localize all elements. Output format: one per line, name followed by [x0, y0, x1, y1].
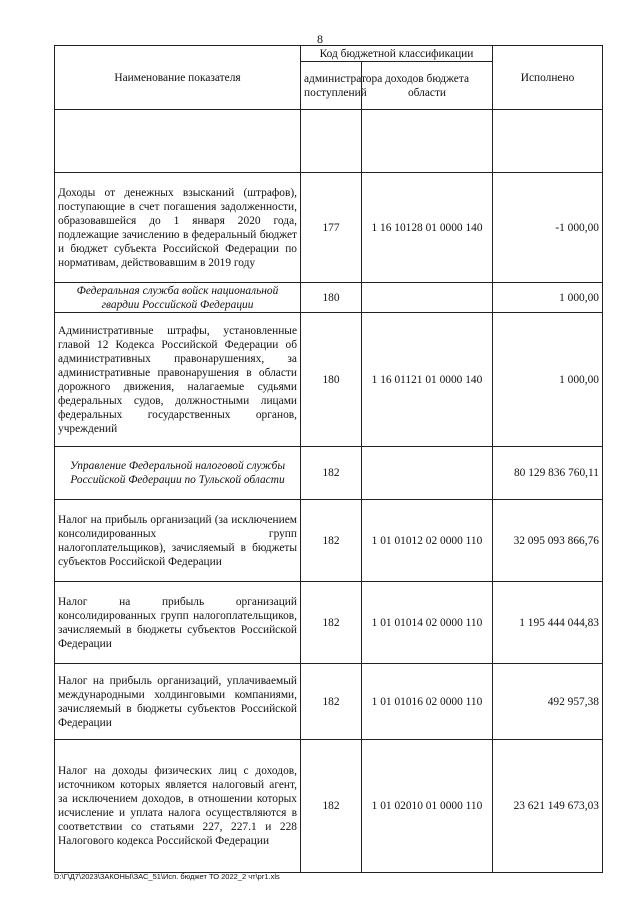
row-amount: 492 957,38	[493, 664, 603, 740]
header-code: Код бюджетной классификации	[301, 46, 493, 62]
page-number: 8	[317, 32, 323, 46]
row-name: Налог на прибыль организаций, уплачиваемый международными холдинговыми компаниями, зачисляемый в бюджеты субъектов Российской Федерации	[55, 664, 301, 740]
row-income: 1 01 01012 02 0000 110	[362, 500, 493, 582]
row-name: Доходы от денежных взысканий (штрафов), поступающие в счет погашения задолженности, образовавшейся до 1 января 2020 года, подлежащие зачислению в федеральный бюджет и бюджет субъекта Российской Федерации по нормативам, действовавшим в 2019 году	[55, 173, 301, 283]
table-row	[55, 173, 603, 283]
row-admin: 180	[301, 313, 362, 447]
header-name: Наименование показателя	[55, 46, 301, 110]
table-row	[55, 313, 603, 447]
row-name: Административные штрафы, установленные главой 12 Кодекса Российской Федерации об административных правонарушениях, за административные правонарушения в области дорожного движения, налагаемые судьями федеральных судов, должностными лицами федеральных государственных органов, учреждений	[55, 313, 301, 447]
row-name: Федеральная служба войск национальной гвардии Российской Федерации	[55, 283, 301, 313]
row-income: 1 16 01121 01 0000 140	[362, 313, 493, 447]
row-income: 1 01 01014 02 0000 110	[362, 582, 493, 664]
row-name: Налог на доходы физических лиц с доходов, источником которых является налоговый агент, за исключением доходов, в отношении которых исчисление и уплата налога осуществляются в соответствии со статьями 227, 227.1 и 228 Налогового кодекса Российской Федерации	[55, 740, 301, 873]
row-name: Управление Федеральной налоговой службы Российской Федерации по Тульской области	[55, 447, 301, 500]
row-admin: 182	[301, 740, 362, 873]
row-amount: 80 129 836 760,11	[493, 447, 603, 500]
table-row	[55, 447, 603, 500]
header-admin: администратора поступлений	[301, 62, 362, 110]
row-amount: 1 000,00	[493, 283, 603, 313]
row-admin: 182	[301, 582, 362, 664]
row-amount: 1 000,00	[493, 313, 603, 447]
header-income: доходов бюджета области	[362, 62, 493, 110]
row-income	[362, 283, 493, 313]
row-amount: 1 195 444 044,83	[493, 582, 603, 664]
row-admin: 182	[301, 447, 362, 500]
row-admin: 180	[301, 283, 362, 313]
row-amount: -1 000,00	[493, 173, 603, 283]
row-amount: 23 621 149 673,03	[493, 740, 603, 873]
file-path-footer: D:\Г\Д7\2023\ЗАКОНЫ\ЗАС_51\Исп. бюджет ТО 2022_2 чт\pr1.xls	[54, 872, 280, 881]
table-row	[55, 582, 603, 664]
row-name: Налог на прибыль организаций (за исключением консолидированных групп налогоплательщиков), зачисляемый в бюджеты субъектов Российской Федерации	[55, 500, 301, 582]
row-income: 1 16 10128 01 0000 140	[362, 173, 493, 283]
row-income: 1 01 01016 02 0000 110	[362, 664, 493, 740]
table-row	[55, 664, 603, 740]
row-admin: 182	[301, 664, 362, 740]
row-income: 1 01 02010 01 0000 110	[362, 740, 493, 873]
row-admin: 177	[301, 173, 362, 283]
budget-execution-table	[54, 45, 603, 873]
table-row	[55, 283, 603, 313]
row-amount: 32 095 093 866,76	[493, 500, 603, 582]
row-name: Налог на прибыль организаций консолидированных групп налогоплательщиков, зачисляемый в бюджеты субъектов Российской Федерации	[55, 582, 301, 664]
row-admin: 182	[301, 500, 362, 582]
header-done: Исполнено	[493, 46, 603, 110]
table-row	[55, 500, 603, 582]
spacer-row	[55, 110, 603, 173]
row-income	[362, 447, 493, 500]
table-row	[55, 740, 603, 873]
